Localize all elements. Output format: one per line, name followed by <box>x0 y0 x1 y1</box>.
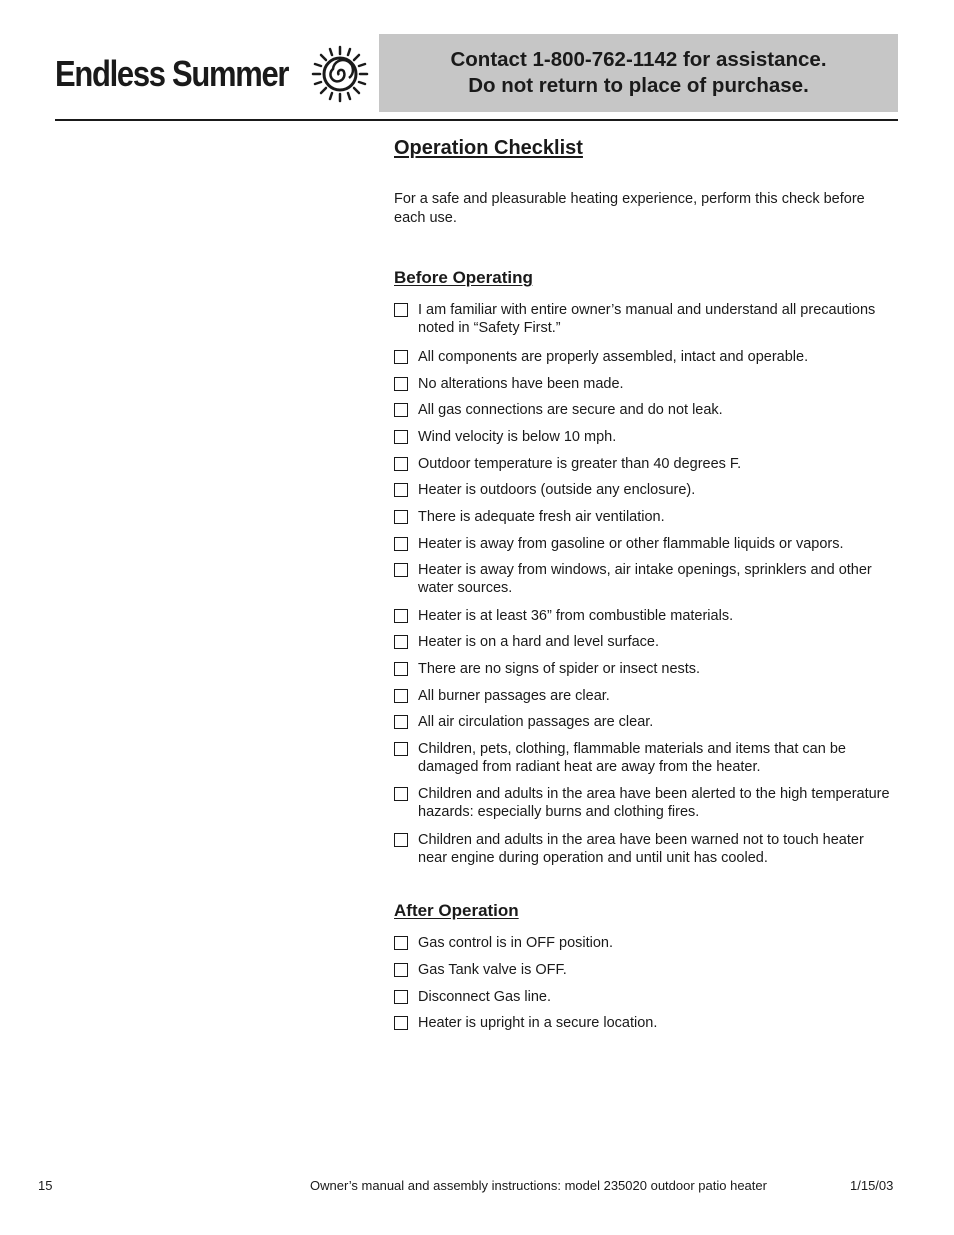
checkbox[interactable] <box>394 457 408 471</box>
revision-date: 1/15/03 <box>850 1178 894 1193</box>
checklist-item <box>394 785 894 821</box>
checklist-item-label: Gas control is in OFF position. <box>418 935 614 951</box>
contact-line-2: Do not return to place of purchase. <box>468 74 809 97</box>
checklist-item <box>394 1014 894 1032</box>
checklist-item-label: I am familiar with entire owner’s manual and understand all precautions noted in “Safety First.” <box>418 302 876 336</box>
checklist-item <box>394 740 894 776</box>
checklist-item <box>394 633 894 651</box>
after-operation-heading: After Operation <box>394 901 519 920</box>
checkbox[interactable] <box>394 635 408 649</box>
sun-swirl-icon <box>310 44 370 104</box>
checklist-item <box>394 687 894 705</box>
checklist-item <box>394 660 894 678</box>
checkbox[interactable] <box>394 990 408 1004</box>
checklist-item-label: All gas connections are secure and do not leak. <box>418 402 723 418</box>
checkbox[interactable] <box>394 787 408 801</box>
checkbox[interactable] <box>394 377 408 391</box>
checklist-item <box>394 428 894 446</box>
checklist-item-label: Heater is at least 36” from combustible materials. <box>418 608 734 624</box>
checklist-item-label: Children and adults in the area have been warned not to touch heater near engine during operation and until unit has cooled. <box>418 832 864 866</box>
checklist-item-label: Wind velocity is below 10 mph. <box>418 429 617 445</box>
brand-name: Endless Summer <box>55 53 289 94</box>
checklist-item <box>394 934 894 952</box>
checklist-item-label: Heater is away from windows, air intake openings, sprinklers and other water sources. <box>418 562 872 596</box>
checkbox[interactable] <box>394 483 408 497</box>
checkbox[interactable] <box>394 742 408 756</box>
checkbox[interactable] <box>394 963 408 977</box>
checkbox[interactable] <box>394 609 408 623</box>
checklist-item <box>394 348 894 366</box>
checkbox[interactable] <box>394 936 408 950</box>
intro-text: For a safe and pleasurable heating experience, perform this check before each use. <box>394 191 865 226</box>
brand-logo <box>55 44 326 104</box>
checklist-item-label: Outdoor temperature is greater than 40 degrees F. <box>418 456 742 472</box>
checklist-item-label: There are no signs of spider or insect nests. <box>418 661 701 677</box>
checklist-item <box>394 455 894 473</box>
checklist-item <box>394 535 894 553</box>
checkbox[interactable] <box>394 350 408 364</box>
header-divider <box>55 119 898 121</box>
checklist-item <box>394 508 894 526</box>
checklist-item <box>394 561 894 597</box>
checkbox[interactable] <box>394 537 408 551</box>
checklist-item-label: Children and adults in the area have been alerted to the high temperature hazards: especially burns and clothing fires. <box>418 786 890 820</box>
checklist-item <box>394 713 894 731</box>
checklist-item <box>394 481 894 499</box>
checklist-item-label: All burner passages are clear. <box>418 688 610 704</box>
checkbox[interactable] <box>394 715 408 729</box>
page-title: Operation Checklist <box>394 137 583 159</box>
checklist-item <box>394 988 894 1006</box>
checklist-item <box>394 961 894 979</box>
checkbox[interactable] <box>394 833 408 847</box>
before-operating-heading: Before Operating <box>394 268 533 287</box>
contact-line-1: Contact 1-800-762-1142 for assistance. <box>450 48 827 71</box>
checklist-item-label: Heater is on a hard and level surface. <box>418 634 659 650</box>
manual-title: Owner’s manual and assembly instructions: model 235020 outdoor patio heater <box>310 1178 767 1193</box>
checkbox[interactable] <box>394 403 408 417</box>
checklist-item-label: Disconnect Gas line. <box>418 989 551 1005</box>
checklist-item-label: Children, pets, clothing, flammable materials and items that can be damaged from radiant heat are away from the heater. <box>418 741 846 775</box>
contact-banner <box>379 34 898 112</box>
checklist-item <box>394 607 894 625</box>
checklist-item-label: Heater is upright in a secure location. <box>418 1015 658 1031</box>
checklist-item <box>394 831 894 867</box>
checkbox[interactable] <box>394 303 408 317</box>
checkbox[interactable] <box>394 430 408 444</box>
checklist-item <box>394 301 894 337</box>
checklist-item-label: There is adequate fresh air ventilation. <box>418 509 665 525</box>
checklist-item-label: All air circulation passages are clear. <box>418 714 654 730</box>
checklist-item-label: Heater is outdoors (outside any enclosure). <box>418 482 696 498</box>
checkbox[interactable] <box>394 689 408 703</box>
checkbox[interactable] <box>394 1016 408 1030</box>
page-number: 15 <box>38 1178 53 1193</box>
checkbox[interactable] <box>394 662 408 676</box>
checklist-item <box>394 375 894 393</box>
checklist-item-label: Gas Tank valve is OFF. <box>418 962 567 978</box>
checkbox[interactable] <box>394 563 408 577</box>
checkbox[interactable] <box>394 510 408 524</box>
checklist-item <box>394 401 894 419</box>
checklist-item-label: No alterations have been made. <box>418 376 624 392</box>
checklist-item-label: Heater is away from gasoline or other flammable liquids or vapors. <box>418 536 844 552</box>
checklist-item-label: All components are properly assembled, intact and operable. <box>418 349 809 365</box>
